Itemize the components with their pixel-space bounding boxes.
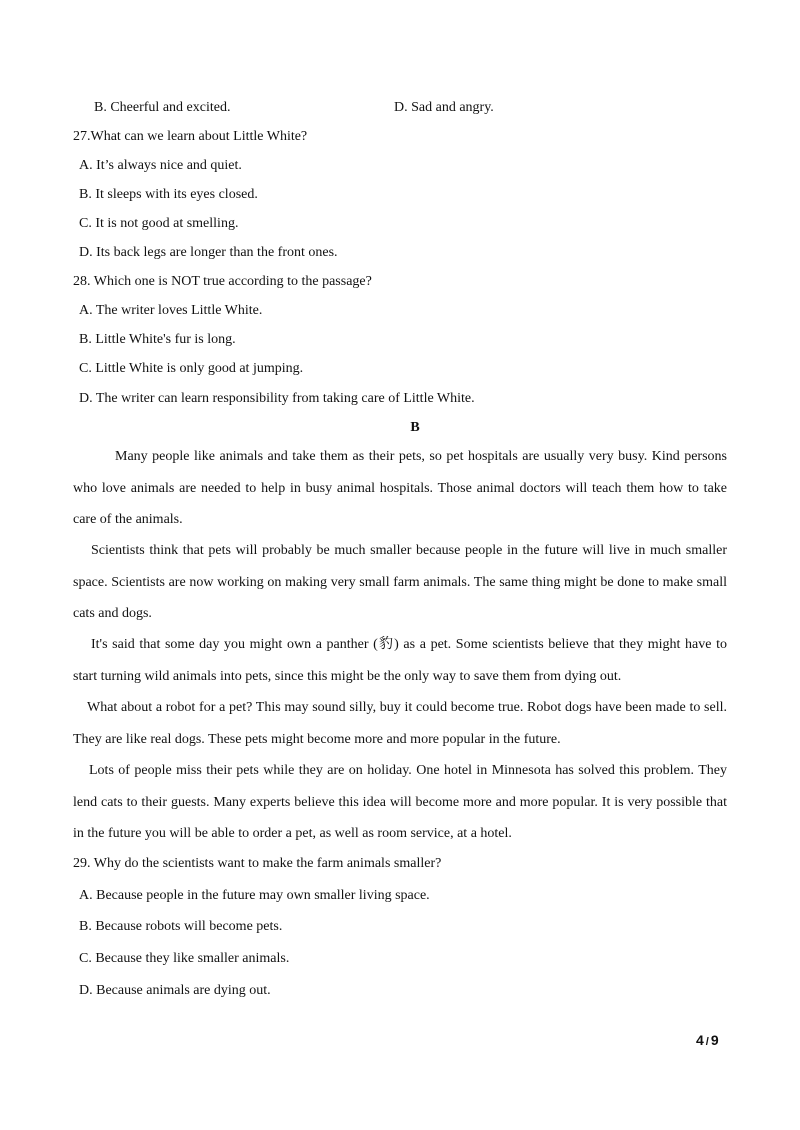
q27-option-b: B. It sleeps with its eyes closed. (79, 187, 258, 202)
q27-option-c: C. It is not good at smelling. (79, 216, 239, 231)
q29-option-b: B. Because robots will become pets. (79, 919, 283, 934)
q29-option-a: A. Because people in the future may own smaller living space. (79, 888, 430, 903)
q28-option-b: B. Little White's fur is long. (79, 332, 236, 347)
q29-question: 29. Why do the scientists want to make the farm animals smaller? (73, 856, 442, 871)
q27-option-a: A. It’s always nice and quiet. (79, 158, 242, 173)
passage-paragraph-3: It's said that some day you might own a panther (豹) as a pet. Some scientists believe that they might have to start turning wild animals into pets, since this might be the only way to save them from dying out. (73, 637, 727, 684)
q29-option-d: D. Because animals are dying out. (79, 983, 271, 998)
passage-paragraph-1: Many people like animals and take them as their pets, so pet hospitals are usually very busy. Kind persons who love animals are needed to help in busy animal hospitals. Those animal doctors will teach them how to take care of the animals. (73, 449, 727, 527)
page-current: 4 (696, 1032, 704, 1048)
passage-paragraph-2: Scientists think that pets will probably be much smaller because people in the future will live in much smaller space. Scientists are now working on making very small farm animals. The same thing might be done to make small cats and dogs. (73, 543, 727, 621)
q28-option-c: C. Little White is only good at jumping. (79, 361, 304, 376)
page-number (696, 1032, 719, 1048)
q26-option-d: D. Sad and angry. (394, 100, 494, 115)
q28-option-d: D. The writer can learn responsibility from taking care of Little White. (79, 391, 475, 406)
q26-option-b: B. Cheerful and excited. (94, 100, 231, 115)
q28-question: 28. Which one is NOT true according to the passage? (73, 274, 372, 289)
q27-option-d: D. Its back legs are longer than the front ones. (79, 245, 338, 260)
passage-paragraph-5: Lots of people miss their pets while they are on holiday. One hotel in Minnesota has solved this problem. They lend cats to their guests. Many experts believe this idea will become more and more popular. It is very possible that in the future you will be able to order a pet, as well as room service, at a hotel. (73, 763, 727, 841)
q29-option-c: C. Because they like smaller animals. (79, 951, 290, 966)
page-separator: / (705, 1036, 709, 1048)
page-total: 9 (710, 1032, 719, 1048)
q28-option-a: A. The writer loves Little White. (79, 303, 263, 318)
section-b-heading: B (410, 420, 420, 435)
q27-question: 27.What can we learn about Little White? (73, 129, 308, 144)
passage-paragraph-4: What about a robot for a pet? This may sound silly, buy it could become true. Robot dogs have been made to sell. They are like real dogs. These pets might become more and more popular in the future. (73, 700, 727, 747)
